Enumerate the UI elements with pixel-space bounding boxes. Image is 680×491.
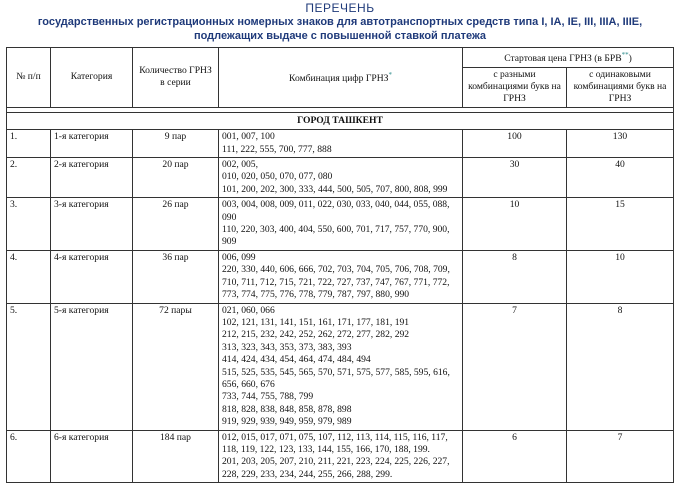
row-category: 4-я категория [51, 250, 133, 303]
combo-line: 110, 220, 303, 400, 404, 550, 600, 701, 717, 757, 770, 900, [222, 224, 450, 236]
combo-line: 228, 229, 233, 234, 244, 255, 266, 288, 299. [222, 468, 393, 480]
row-price-same: 40 [567, 158, 674, 198]
plates-table [6, 47, 674, 483]
combo-line: 201, 203, 205, 207, 210, 211, 221, 223, 224, 225, 226, 227, [222, 456, 450, 468]
combo-line: 090 [222, 211, 237, 223]
row-combo [219, 130, 463, 158]
row-num: 4. [7, 250, 51, 303]
row-price-same: 8 [567, 303, 674, 430]
combo-line: 006, 099 [222, 251, 256, 263]
combo-line: 220, 330, 440, 606, 666, 702, 703, 704, 705, 706, 708, 709, [222, 264, 450, 276]
row-price-same: 15 [567, 198, 674, 251]
combo-line: 001, 007, 100 [222, 131, 275, 143]
header-price: Стартовая цена ГРНЗ (в БРВ**) [463, 48, 674, 68]
row-count: 184 пар [133, 430, 219, 483]
row-price-diff: 30 [463, 158, 567, 198]
combo-line: 010, 020, 050, 070, 077, 080 [222, 171, 333, 183]
combo-line: 773, 774, 775, 776, 778, 779, 787, 797, 880, 990 [222, 289, 410, 301]
table-row [7, 430, 674, 483]
table-row [7, 250, 674, 303]
combo-line: 515, 525, 535, 545, 565, 570, 571, 575, 577, 585, 595, 616, [222, 366, 450, 378]
combo-line: 102, 121, 131, 141, 151, 161, 171, 177, 181, 191 [222, 316, 410, 328]
table-row [7, 303, 674, 430]
combo-line: 111, 222, 555, 700, 777, 888 [222, 143, 332, 155]
row-num: 1. [7, 130, 51, 158]
title-line-3: подлежащих выдаче с повышенной ставкой платежа [193, 30, 487, 42]
combo-line: 118, 119, 122, 123, 133, 144, 155, 166, 170, 188, 199. [222, 443, 430, 455]
table-row [7, 198, 674, 251]
combo-line: 002, 005, [222, 159, 258, 171]
row-count: 72 пары [133, 303, 219, 430]
row-price-same: 10 [567, 250, 674, 303]
combo-line: 212, 215, 232, 242, 252, 262, 272, 277, 282, 292 [222, 329, 410, 341]
row-category: 3-я категория [51, 198, 133, 251]
header-num: № п/п [7, 48, 51, 108]
combo-line: 012, 015, 017, 071, 075, 107, 112, 113, 114, 115, 116, 117, [222, 431, 448, 443]
row-combo [219, 250, 463, 303]
combo-line: 733, 744, 755, 788, 799 [222, 391, 314, 403]
city-row: ГОРОД ТАШКЕНТ [7, 112, 674, 129]
row-count: 26 пар [133, 198, 219, 251]
combo-line: 909 [222, 236, 237, 248]
title-line-1: ПЕРЕЧЕНЬ [305, 1, 375, 15]
combo-line: 101, 200, 202, 300, 333, 444, 500, 505, 707, 800, 808, 999 [222, 183, 448, 195]
row-category: 6-я категория [51, 430, 133, 483]
combo-line: 021, 060, 066 [222, 304, 275, 316]
row-num: 6. [7, 430, 51, 483]
row-count: 36 пар [133, 250, 219, 303]
row-price-same: 130 [567, 130, 674, 158]
row-combo [219, 198, 463, 251]
row-combo [219, 303, 463, 430]
row-category: 1-я категория [51, 130, 133, 158]
row-price-diff: 10 [463, 198, 567, 251]
header-diff: с разными комбинациями букв на ГРНЗ [463, 67, 567, 107]
combo-line: 710, 711, 712, 715, 721, 722, 727, 737, 747, 767, 771, 772, [222, 276, 450, 288]
row-count: 20 пар [133, 158, 219, 198]
row-price-diff: 6 [463, 430, 567, 483]
row-combo [219, 158, 463, 198]
row-category: 5-я категория [51, 303, 133, 430]
combo-line: 818, 828, 838, 848, 858, 878, 898 [222, 403, 352, 415]
row-count: 9 пар [133, 130, 219, 158]
combo-line: 414, 424, 434, 454, 464, 474, 484, 494 [222, 354, 371, 366]
row-num: 5. [7, 303, 51, 430]
combo-line: 313, 323, 343, 353, 373, 383, 393 [222, 341, 352, 353]
row-category: 2-я категория [51, 158, 133, 198]
row-combo [219, 430, 463, 483]
row-price-diff: 7 [463, 303, 567, 430]
header-count: Количество ГРНЗ в серии [133, 48, 219, 108]
table-row [7, 158, 674, 198]
combo-line: 656, 660, 676 [222, 378, 275, 390]
table-row [7, 130, 674, 158]
header-combo: Комбинация цифр ГРНЗ* [219, 48, 463, 108]
row-num: 3. [7, 198, 51, 251]
document-title [0, 0, 680, 43]
row-num: 2. [7, 158, 51, 198]
header-same: с одинаковыми комбинациями букв на ГРНЗ [567, 67, 674, 107]
title-line-2: государственных регистрационных номерных знаков для автотранспортных средств типа I, IA, IE, III, IIIA, IIIE, [37, 16, 643, 28]
header-category: Категория [51, 48, 133, 108]
row-price-same: 7 [567, 430, 674, 483]
combo-line: 003, 004, 008, 009, 011, 022, 030, 033, 040, 044, 055, 088, [222, 199, 450, 211]
combo-line: 919, 929, 939, 949, 959, 979, 989 [222, 416, 352, 428]
row-price-diff: 100 [463, 130, 567, 158]
row-price-diff: 8 [463, 250, 567, 303]
